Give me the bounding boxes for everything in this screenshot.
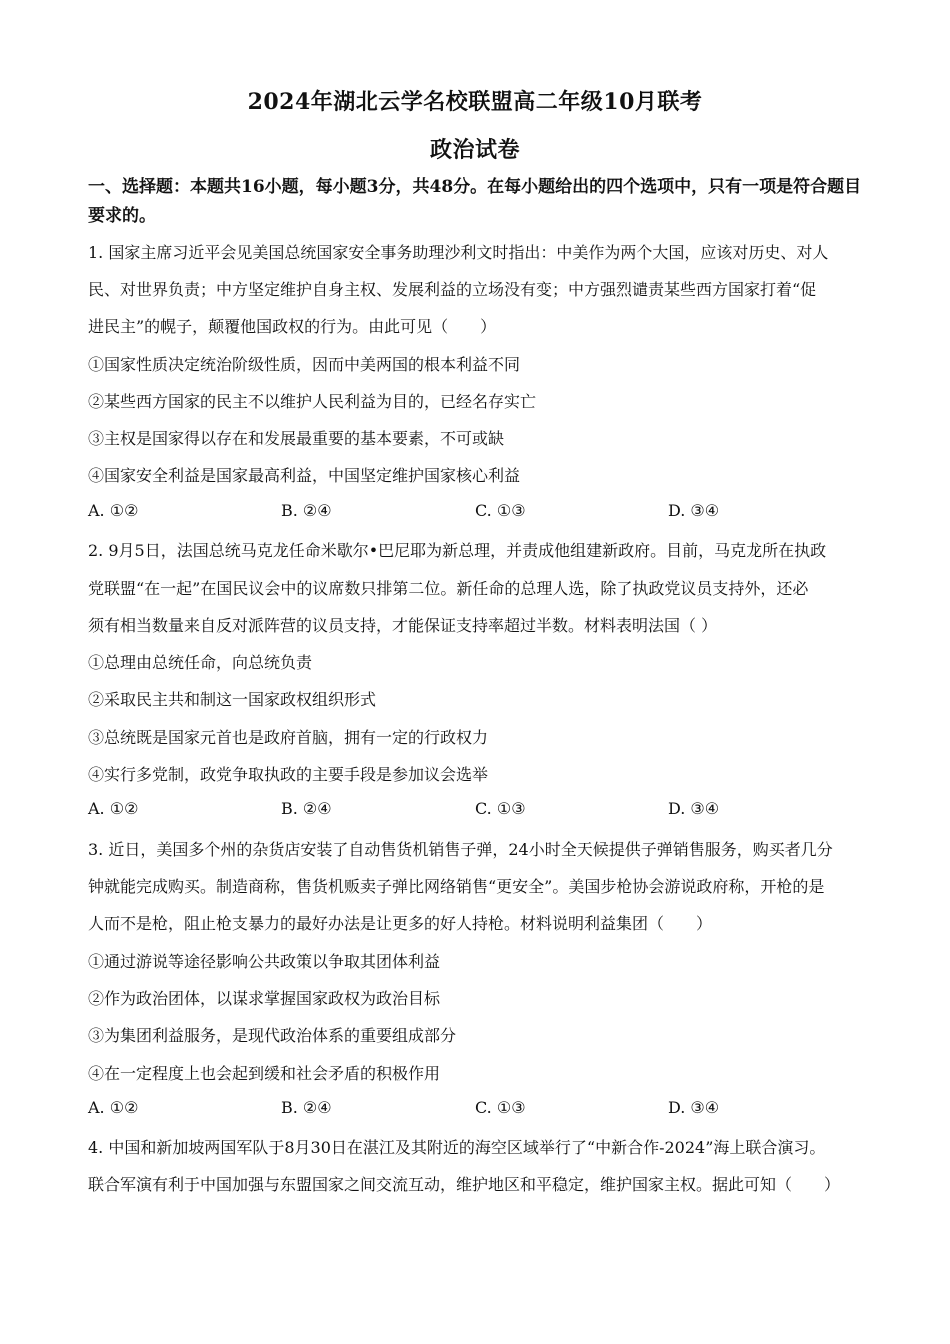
- q3-stem-line-1: 3. 近日，美国多个州的杂货店安装了自动售货机销售子弹，24小时全天候提供子弹销售服务，购买者几分: [88, 840, 833, 859]
- q1-option-d[interactable]: D. ③④: [668, 501, 720, 520]
- q2-item-3: ③总统既是国家元首也是政府首脑，拥有一定的行政权力: [88, 728, 489, 747]
- q2-item-1: ①总理由总统任命，向总统负责: [88, 653, 313, 672]
- q1-stem-line-2: 民、对世界负责；中方坚定维护自身主权、发展利益的立场没有变；中方强烈谴责某些西方国家打着“促: [88, 280, 817, 299]
- q1-item-4: ④国家安全利益是国家最高利益，中国坚定维护国家核心利益: [88, 466, 521, 485]
- exam-title: 2024年湖北云学名校联盟高二年级10月联考: [247, 89, 703, 115]
- q3-options: [88, 1098, 878, 1120]
- q2-stem-line-2: 党联盟“在一起”在国民议会中的议席数只排第二位。新任命的总理人选，除了执政党议员支持外，还必: [88, 579, 809, 598]
- exam-subject: 政治试卷: [429, 137, 520, 163]
- q2-option-b[interactable]: B. ②④: [281, 799, 332, 818]
- q1-options: [88, 501, 878, 523]
- q3-item-4: ④在一定程度上也会起到缓和社会矛盾的积极作用: [88, 1064, 441, 1083]
- q2-option-a[interactable]: A. ①②: [88, 799, 139, 818]
- q1-option-c[interactable]: C. ①③: [475, 501, 526, 520]
- section-heading: 一、选择题：本题共16小题，每小题3分，共48分。在每小题给出的四个选项中，只有一项是符合题目要求的。: [88, 177, 862, 226]
- q2-item-2: ②采取民主共和制这一国家政权组织形式: [88, 690, 377, 709]
- q4-stem-line-2: 联合军演有利于中国加强与东盟国家之间交流互动，维护地区和平稳定，维护国家主权。据此可知（ ）: [88, 1175, 841, 1194]
- q3-option-b[interactable]: B. ②④: [281, 1098, 332, 1117]
- q1-option-b[interactable]: B. ②④: [281, 501, 332, 520]
- q3-option-c[interactable]: C. ①③: [475, 1098, 526, 1117]
- q3-stem-line-3: 人而不是枪，阻止枪支暴力的最好办法是让更多的好人持枪。材料说明利益集团（ ）: [88, 914, 713, 933]
- q2-option-c[interactable]: C. ①③: [475, 799, 526, 818]
- q3-stem-line-2: 钟就能完成购买。制造商称，售货机贩卖子弹比网络销售“更安全”。美国步枪协会游说政府称，开枪的是: [88, 877, 825, 896]
- q3-item-3: ③为集团利益服务，是现代政治体系的重要组成部分: [88, 1026, 457, 1045]
- q3-option-d[interactable]: D. ③④: [668, 1098, 720, 1117]
- q1-option-a[interactable]: A. ①②: [88, 501, 139, 520]
- q3-item-1: ①通过游说等途径影响公共政策以争取其团体利益: [88, 952, 441, 971]
- q2-item-4: ④实行多党制，政党争取执政的主要手段是参加议会选举: [88, 765, 489, 784]
- q1-stem-line-1: 1. 国家主席习近平会见美国总统国家安全事务助理沙利文时指出：中美作为两个大国，应该对历史、对人: [88, 243, 829, 262]
- q1-stem-line-3: 进民主”的幌子，颠覆他国政权的行为。由此可见（ ）: [88, 317, 497, 336]
- q1-item-2: ②某些西方国家的民主不以维护人民利益为目的，已经名存实亡: [88, 392, 537, 411]
- q4-stem-line-1: 4. 中国和新加坡两国军队于8月30日在湛江及其附近的海空区域举行了“中新合作-2024”海上联合演习。: [88, 1138, 826, 1157]
- q1-item-1: ①国家性质决定统治阶级性质，因而中美两国的根本利益不同: [88, 355, 521, 374]
- q2-options: [88, 799, 878, 821]
- q1-item-3: ③主权是国家得以存在和发展最重要的基本要素，不可或缺: [88, 429, 505, 448]
- q3-option-a[interactable]: A. ①②: [88, 1098, 139, 1117]
- q2-stem-line-3: 须有相当数量来自反对派阵营的议员支持，才能保证支持率超过半数。材料表明法国（ ）: [88, 616, 718, 635]
- q2-option-d[interactable]: D. ③④: [668, 799, 720, 818]
- q3-item-2: ②作为政治团体，以谋求掌握国家政权为政治目标: [88, 989, 441, 1008]
- q2-stem-line-1: 2. 9月5日，法国总统马克龙任命米歇尔•巴尼耶为新总理，并责成他组建新政府。目前，马克龙所在执政: [88, 541, 827, 560]
